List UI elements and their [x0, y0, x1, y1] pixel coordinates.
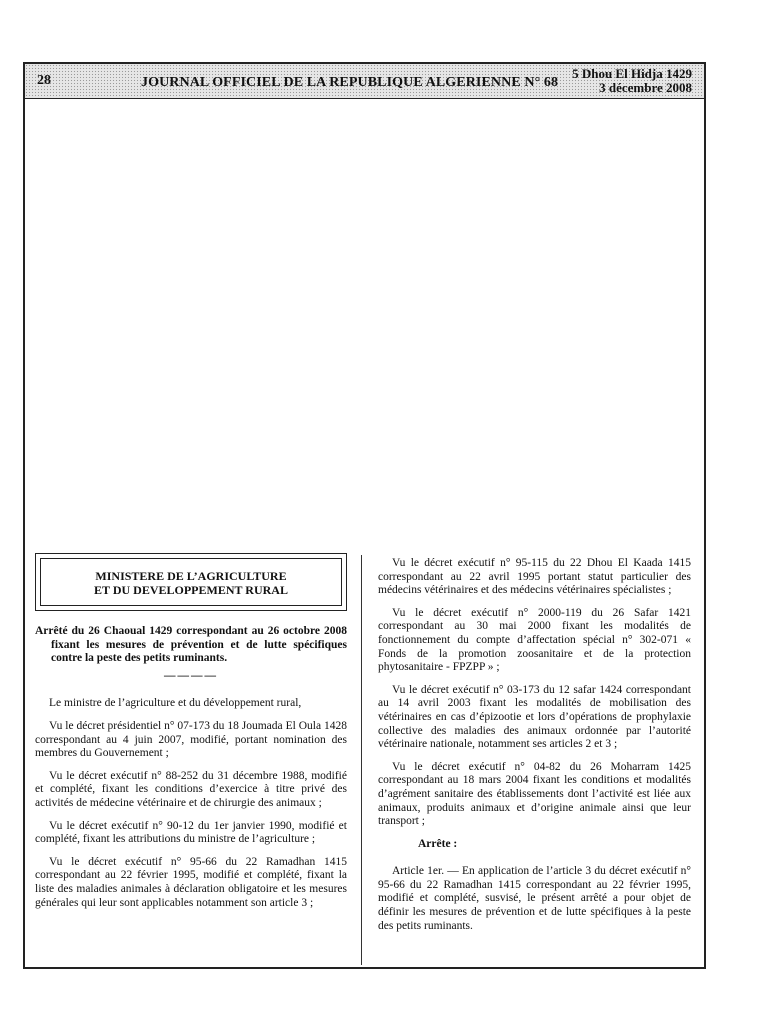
- paragraph-vu-decret-03-173: Vu le décret exécutif n° 03-173 du 12 safar 1424 correspondant au 14 avril 2003 fixant les modalités de mobilisation des vétérinaires en cas d’épizootie et lors d’opérations de prophylaxie collective des maladies des animaux ordonnée par l’autorité vétérinaire nationale, notamment ses articles 2 et 3 ;: [378, 683, 691, 751]
- paragraph-vu-decret-88-252: Vu le décret exécutif n° 88-252 du 31 décembre 1988, modifié et complété, fixant les conditions d’exercice à titre privé des activités de médecine vétérinaire et de chirurgie des animaux ;: [35, 769, 347, 809]
- left-column: [35, 553, 347, 919]
- ministry-box: [35, 553, 347, 611]
- page-number: 28: [37, 73, 51, 88]
- article-1: Article 1er. — En application de l’article 3 du décret exécutif n° 95-66 du 22 Ramadhan 1415 correspondant au 22 février 1995, modifié et complété, susvisé, le présent arrêté a pour objet de définir les mesures de prévention et de lutte spécifiques à la peste des petits ruminants.: [378, 865, 691, 932]
- arrete-heading: Arrête :: [418, 837, 458, 850]
- section-separator: ————: [164, 669, 218, 682]
- paragraph-vu-decret-90-12: Vu le décret exécutif n° 90-12 du 1er janvier 1990, modifié et complété, fixant les attributions du ministre de l’agriculture ;: [35, 819, 347, 846]
- date-gregorian: 3 décembre 2008: [599, 80, 692, 95]
- ministry-line-2: ET DU DEVELOPPEMENT RURAL: [94, 583, 288, 597]
- ministry-box-inner: [40, 558, 342, 606]
- column-divider: [361, 555, 362, 965]
- paragraph-vu-decret-07-173: Vu le décret présidentiel n° 07-173 du 18 Joumada El Oula 1428 correspondant au 4 juin 2007, modifié, portant nomination des membres du Gouvernement ;: [35, 719, 347, 760]
- paragraph-ministre: Le ministre de l’agriculture et du développement rural,: [49, 697, 302, 710]
- paragraph-vu-decret-2000-119: Vu le décret exécutif n° 2000-119 du 26 Safar 1421 correspondant au 30 mai 2000 fixant les modalités de fonctionnement du compte d’affectation spécial n° 302-071 « Fonds de la promotion zoosanitaire et de la protection phytosanitaire - FPZPP » ;: [378, 606, 691, 674]
- right-column: [378, 557, 691, 942]
- paragraph-vu-decret-95-66: Vu le décret exécutif n° 95-66 du 22 Ramadhan 1415 correspondant au 22 février 1995, modifié et complété, fixant la liste des maladies animales à déclaration obligatoire et les mesures générales qui leur sont applicables notamment son article 3 ;: [35, 855, 347, 909]
- journal-title: JOURNAL OFFICIEL DE LA REPUBLIQUE ALGERIENNE N° 68: [141, 75, 559, 90]
- date-hijri: 5 Dhou El Hidja 1429: [572, 66, 692, 81]
- paragraph-vu-decret-95-115: Vu le décret exécutif n° 95-115 du 22 Dhou El Kaada 1415 correspondant au 22 avril 1995 portant statut particulier des médecins vétérinaires et des médecins vétérinaires spécialistes ;: [378, 557, 691, 597]
- paragraph-vu-decret-04-82: Vu le décret exécutif n° 04-82 du 26 Moharram 1425 correspondant au 18 mars 2004 fixant les conditions et modalités d’agrément sanitaire des établissements dont l’activité est liée aux animaux, produits animaux et d’origine animale ainsi que leur transport ;: [378, 760, 691, 828]
- arrete-title: Arrêté du 26 Chaoual 1429 correspondant au 26 octobre 2008 fixant les mesures de prévention et de lutte spécifiques contre la peste des petits ruminants.: [35, 625, 347, 665]
- ministry-line-1: MINISTERE DE L’AGRICULTURE: [95, 569, 287, 583]
- issue-date: [572, 67, 692, 95]
